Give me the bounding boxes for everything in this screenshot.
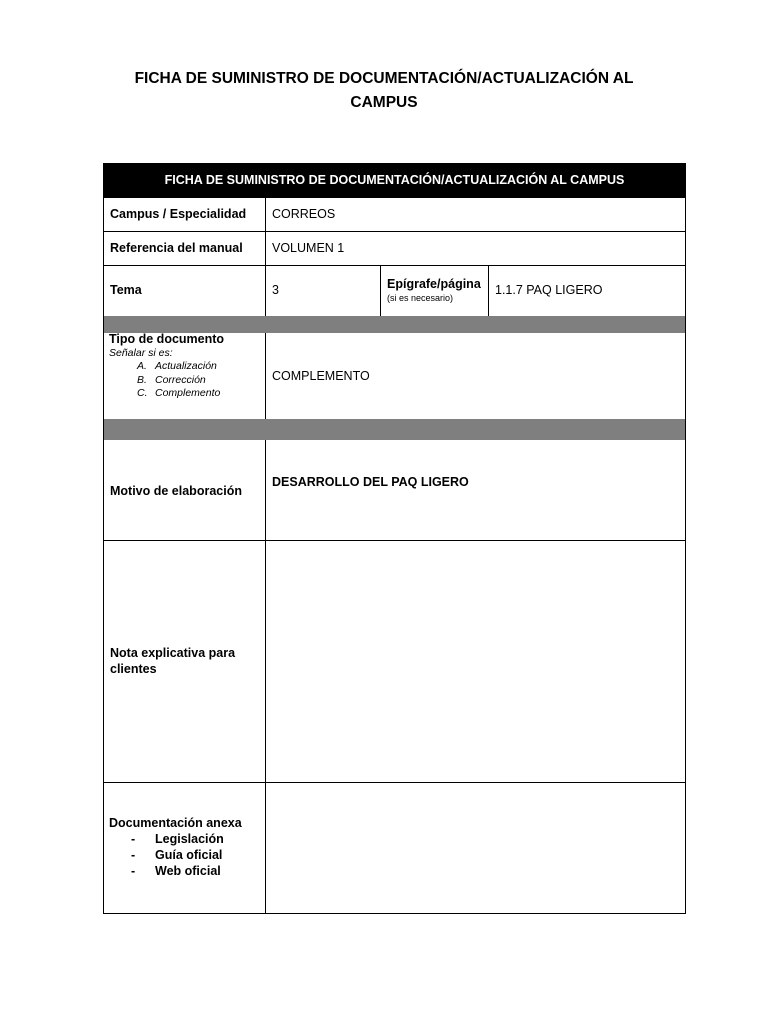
table-border [103, 163, 104, 914]
separator-bar [103, 316, 686, 333]
epigrafe-label: Epígrafe/página [387, 277, 481, 291]
supply-form-table [103, 163, 686, 914]
motivo-label: Motivo de elaboración [110, 484, 242, 498]
tema-value: 3 [272, 283, 279, 297]
row-divider [103, 231, 686, 232]
tema-label: Tema [110, 283, 142, 297]
anexa-item: - Guía oficial [131, 848, 223, 862]
manual-value: VOLUMEN 1 [272, 241, 345, 255]
column-divider [380, 265, 381, 316]
row-divider [103, 782, 686, 783]
tipo-option: C. Complemento [137, 387, 221, 399]
nota-label: Nota explicativa para clientes [110, 646, 236, 676]
tipo-hint: Señalar si es: [109, 347, 173, 359]
anexa-item: - Web oficial [131, 864, 221, 878]
table-border [685, 163, 686, 914]
column-divider [265, 197, 266, 316]
anexa-item: - Legislación [131, 832, 224, 846]
column-divider [488, 265, 489, 316]
tipo-option: B. Corrección [137, 373, 206, 386]
document-title: FICHA DE SUMINISTRO DE DOCUMENTACIÓN/ACTUALIZACIÓN AL CAMPUS [134, 70, 634, 111]
anexa-label-block [109, 815, 263, 879]
tipo-value: COMPLEMENTO [272, 369, 370, 383]
manual-label: Referencia del manual [110, 241, 243, 255]
row-divider [103, 197, 686, 198]
campus-label: Campus / Especialidad [110, 207, 247, 221]
campus-value: CORREOS [272, 207, 336, 221]
motivo-value: DESARROLLO DEL PAQ LIGERO [272, 475, 469, 489]
column-divider [265, 440, 266, 914]
separator-bar [103, 419, 686, 440]
tipo-label-block [109, 332, 263, 401]
row-divider [103, 265, 686, 266]
column-divider [265, 333, 266, 419]
form-header: FICHA DE SUMINISTRO DE DOCUMENTACIÓN/ACTUALIZACIÓN AL CAMPUS [103, 163, 686, 197]
tipo-label: Tipo de documento [109, 332, 225, 346]
epigrafe-value: 1.1.7 PAQ LIGERO [495, 283, 603, 297]
anexa-items [109, 831, 263, 879]
epigrafe-note: (si es necesario) [387, 293, 454, 303]
anexa-label: Documentación anexa [109, 816, 242, 830]
row-divider [103, 913, 686, 914]
tipo-options [109, 360, 263, 401]
row-divider [103, 540, 686, 541]
tipo-option: A. Actualización [137, 360, 217, 372]
